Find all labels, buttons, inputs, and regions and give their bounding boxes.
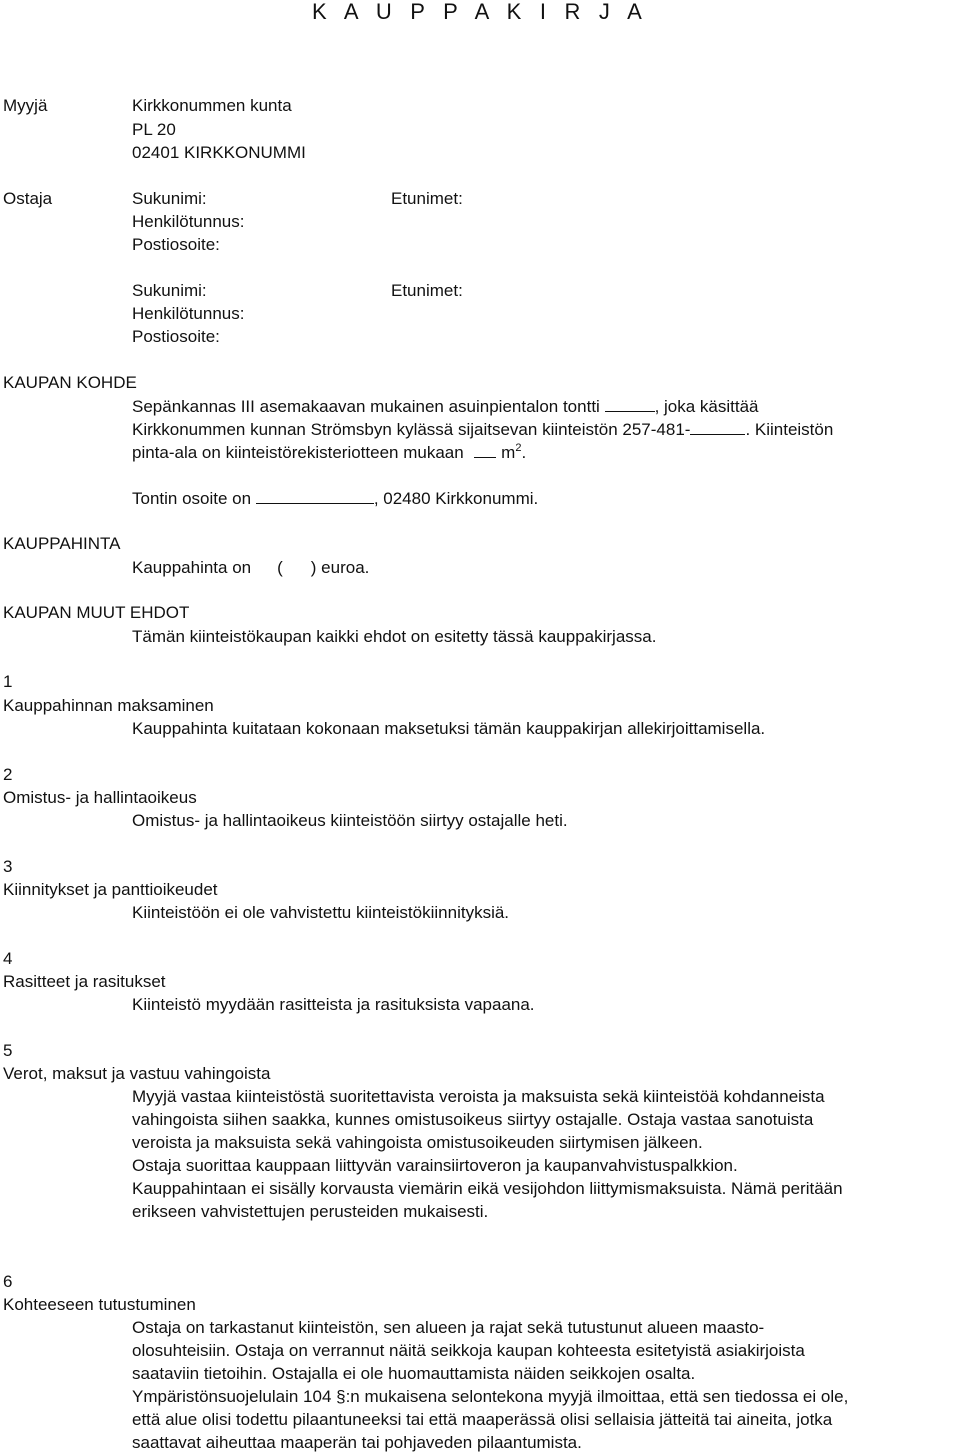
section-5-line-4: Ostaja suorittaa kauppaan liittyvän varainsiirtoveron ja kaupanvahvistuspalkkion. <box>132 1156 738 1175</box>
buyer-2-surname: Sukunimi: <box>132 281 207 300</box>
section-6-line-5: että alue olisi todettu pilaantuneeksi tai että maaperässä olisi sellaisia jätteitä tai aineita, jotka <box>132 1410 833 1429</box>
section-4-text: Kiinteistö myydään rasitteista ja rasituksista vapaana. <box>132 995 535 1014</box>
section-3-number: 3 <box>3 857 13 876</box>
section-5-line-6: erikseen vahvistettujen perusteiden mukaisesti. <box>132 1202 489 1221</box>
section-6-line-1: Ostaja on tarkastanut kiinteistön, sen alueen ja rajat sekä tutustunut alueen maasto- <box>132 1318 765 1337</box>
section-5-line-1: Myyjä vastaa kiinteistöstä suoritettavista veroista ja maksuista sekä kiinteistöä kohdanneista <box>132 1087 825 1106</box>
plot-address-blank <box>256 488 374 504</box>
buyer-2-address: Postiosoite: <box>132 327 220 346</box>
section-6-line-4: Ympäristönsuojelulain 104 §:n mukaisena selontekona myyjä ilmoittaa, että sen tiedossa ei ole, <box>132 1387 849 1406</box>
section-3-text: Kiinteistöön ei ole vahvistettu kiinteistökiinnityksiä. <box>132 903 510 922</box>
section-6-heading: Kohteeseen tutustuminen <box>3 1295 196 1314</box>
plot-address-line: Tontin osoite on , 02480 Kirkkonummi. <box>132 489 539 508</box>
object-line-3: pinta-ala on kiinteistörekisteriotteen mukaan $m^2$. <box>132 442 527 462</box>
section-5-line-5: Kauppahintaan ei sisälly korvausta viemärin eikä vesijohdon liittymismaksuista. Nämä peritään <box>132 1179 843 1198</box>
buyer-2-id-number: Henkilötunnus: <box>132 304 245 323</box>
buyer-1-address: Postiosoite: <box>132 235 220 254</box>
section-6-line-3: saataviin tietoihin. Ostajalla ei ole huomauttamista näiden seikkojen osalta. <box>132 1364 696 1383</box>
section-1-number: 1 <box>3 672 13 691</box>
section-4-heading: Rasitteet ja rasitukset <box>3 972 166 991</box>
seller-label: Myyjä <box>3 96 48 115</box>
price-heading: KAUPPAHINTA <box>3 534 121 553</box>
object-line-2: Kirkkonummen kunnan Strömsbyn kylässä sijaitsevan kiinteistön 257-481- . Kiinteistön <box>132 420 834 439</box>
section-3-heading: Kiinnitykset ja panttioikeudet <box>3 880 218 899</box>
section-2-heading: Omistus- ja hallintaoikeus <box>3 788 197 807</box>
buyer-1-first-names: Etunimet: <box>391 189 463 208</box>
price-line: Kauppahinta on ( ) euroa. <box>132 558 370 577</box>
other-terms-heading: KAUPAN MUUT EHDOT <box>3 603 190 622</box>
seller-name: Kirkkonummen kunta <box>132 96 292 115</box>
section-1-text: Kauppahinta kuitataan kokonaan maksetuksi tämän kauppakirjan allekirjoittamisella. <box>132 719 766 738</box>
buyer-1-surname: Sukunimi: <box>132 189 207 208</box>
section-6-number: 6 <box>3 1272 13 1291</box>
section-5-heading: Verot, maksut ja vastuu vahingoista <box>3 1064 271 1083</box>
section-5-line-2: vahingoista siihen saakka, kunnes omistusoikeus siirtyy ostajalle. Ostaja vastaa sanotuista <box>132 1110 814 1129</box>
section-6-line-6: saattavat aiheuttaa maaperän tai pohjaveden pilaantumista. <box>132 1433 582 1452</box>
area-blank <box>474 442 496 458</box>
section-2-text: Omistus- ja hallintaoikeus kiinteistöön siirtyy ostajalle heti. <box>132 811 568 830</box>
seller-postal: 02401 KIRKKONUMMI <box>132 143 306 162</box>
section-5-line-3: veroista ja maksuista sekä vahingoista omistusoikeuden siirtymisen jälkeen. <box>132 1133 703 1152</box>
property-id-blank <box>690 419 745 435</box>
other-terms-text: Tämän kiinteistökaupan kaikki ehdot on esitetty tässä kauppakirjassa. <box>132 627 657 646</box>
object-line-1: Sepänkannas III asemakaavan mukainen asuinpientalon tontti , joka käsittää <box>132 397 759 416</box>
section-1-heading: Kauppahinnan maksaminen <box>3 696 214 715</box>
buyer-1-id-number: Henkilötunnus: <box>132 212 245 231</box>
section-6-line-2: olosuhteisiin. Ostaja on verrannut näitä seikkoja kaupan kohteesta esitetyistä asiakirjoista <box>132 1341 805 1360</box>
section-5-number: 5 <box>3 1041 13 1060</box>
buyer-2-first-names: Etunimet: <box>391 281 463 300</box>
buyer-label: Ostaja <box>3 189 53 208</box>
object-heading: KAUPAN KOHDE <box>3 373 137 392</box>
plot-number-blank <box>605 396 655 412</box>
document-title: K A U P P A K I R J A <box>311 0 649 24</box>
section-2-number: 2 <box>3 765 13 784</box>
section-4-number: 4 <box>3 949 13 968</box>
seller-po-box: PL 20 <box>132 120 176 139</box>
